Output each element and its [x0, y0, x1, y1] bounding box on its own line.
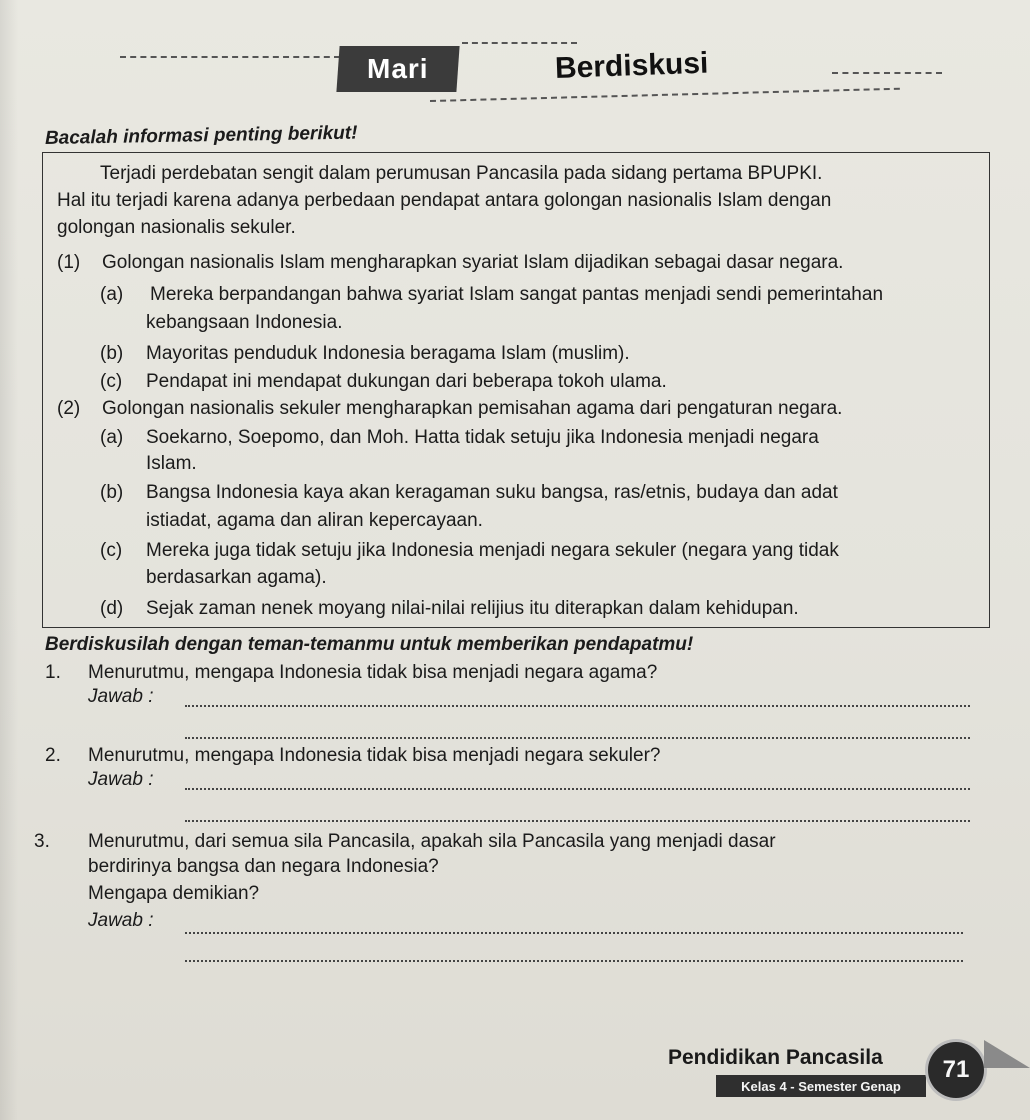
group1-item-b-line: Mayoritas penduduk Indonesia beragama Islam (muslim).: [146, 343, 630, 364]
answer-line[interactable]: [185, 737, 970, 739]
page-number: 71: [942, 1056, 970, 1083]
group2-text: Golongan nasionalis sekuler mengharapkan pemisahan agama dari pengaturan negara.: [102, 398, 843, 419]
group1-item-c-line: Pendapat ini mendapat dukungan dari beberapa tokoh ulama.: [146, 371, 667, 392]
answer-label: Jawab :: [88, 910, 154, 931]
banner-dash-bottom: [430, 88, 900, 102]
info-paragraph-line: Hal itu terjadi karena adanya perbedaan pendapat antara golongan nasionalis Islam dengan: [57, 190, 832, 211]
group1-item-a-line: Mereka berpandangan bahwa syariat Islam sangat pantas menjadi sendi pemerintahan: [150, 284, 884, 305]
question-number: 1.: [45, 662, 61, 683]
mari-badge: Mari: [336, 46, 459, 92]
group2-item-b-line: Bangsa Indonesia kaya akan keragaman suku bangsa, ras/etnis, budaya dan adat: [146, 482, 838, 503]
group1-label: (1): [57, 252, 81, 273]
group2-item-d-line: Sejak zaman nenek moyang nilai-nilai relijius itu diterapkan dalam kehidupan.: [146, 598, 799, 619]
banner-dash-top-right: [462, 42, 577, 44]
section-title: Berdiskusi: [554, 46, 709, 85]
group2-item-b-line: istiadat, agama dan aliran kepercayaan.: [146, 510, 483, 531]
question-number: 2.: [45, 745, 61, 766]
group1-item-b-label: (b): [100, 343, 124, 364]
group2-item-c-line: Mereka juga tidak setuju jika Indonesia menjadi negara sekuler (negara yang tidak: [146, 540, 839, 561]
intro-instruction: Bacalah informasi penting berikut!: [44, 122, 358, 149]
group2-item-a-label: (a): [100, 427, 124, 448]
discussion-prompt: Berdiskusilah dengan teman-temanmu untuk memberikan pendapatmu!: [45, 634, 694, 655]
page-shadow: [0, 0, 18, 1120]
group1-item-a-label: (a): [100, 284, 124, 305]
answer-label: Jawab :: [88, 686, 154, 707]
group2-item-b-label: (b): [100, 482, 124, 503]
page-number-badge: [928, 1042, 984, 1098]
question-text: Mengapa demikian?: [88, 883, 260, 904]
info-paragraph-line: Terjadi perdebatan sengit dalam perumusan Pancasila pada sidang pertama BPUPKI.: [100, 163, 823, 184]
page-corner-arrow-icon: [984, 1040, 1030, 1068]
answer-line[interactable]: [185, 788, 970, 790]
answer-line[interactable]: [185, 820, 970, 822]
group1-text: Golongan nasionalis Islam mengharapkan syariat Islam dijadikan sebagai dasar negara.: [102, 252, 844, 273]
question-number: 3.: [34, 831, 50, 852]
group2-item-d-label: (d): [100, 598, 124, 619]
group2-item-a-line: Islam.: [146, 453, 197, 474]
group1-item-c-label: (c): [100, 371, 123, 392]
class-label: Kelas 4 - Semester Genap: [716, 1075, 926, 1097]
book-title: Pendidikan Pancasila: [668, 1046, 883, 1069]
answer-line[interactable]: [185, 932, 963, 934]
group2-item-c-label: (c): [100, 540, 123, 561]
question-text: berdirinya bangsa dan negara Indonesia?: [88, 856, 439, 877]
group2-item-c-line: berdasarkan agama).: [146, 567, 327, 588]
question-text: Menurutmu, dari semua sila Pancasila, apakah sila Pancasila yang menjadi dasar: [88, 831, 776, 852]
group2-label: (2): [57, 398, 81, 419]
answer-line[interactable]: [185, 960, 963, 962]
question-text: Menurutmu, mengapa Indonesia tidak bisa menjadi negara sekuler?: [88, 745, 661, 766]
question-text: Menurutmu, mengapa Indonesia tidak bisa menjadi negara agama?: [88, 662, 658, 683]
banner-dash-top-left: [120, 56, 340, 58]
group1-item-a-line: kebangsaan Indonesia.: [146, 312, 343, 333]
answer-line[interactable]: [185, 705, 970, 707]
banner-dash-right: [832, 72, 942, 74]
info-paragraph-line: golongan nasionalis sekuler.: [57, 217, 296, 238]
group2-item-a-line: Soekarno, Soepomo, dan Moh. Hatta tidak setuju jika Indonesia menjadi negara: [146, 427, 819, 448]
answer-label: Jawab :: [88, 769, 154, 790]
